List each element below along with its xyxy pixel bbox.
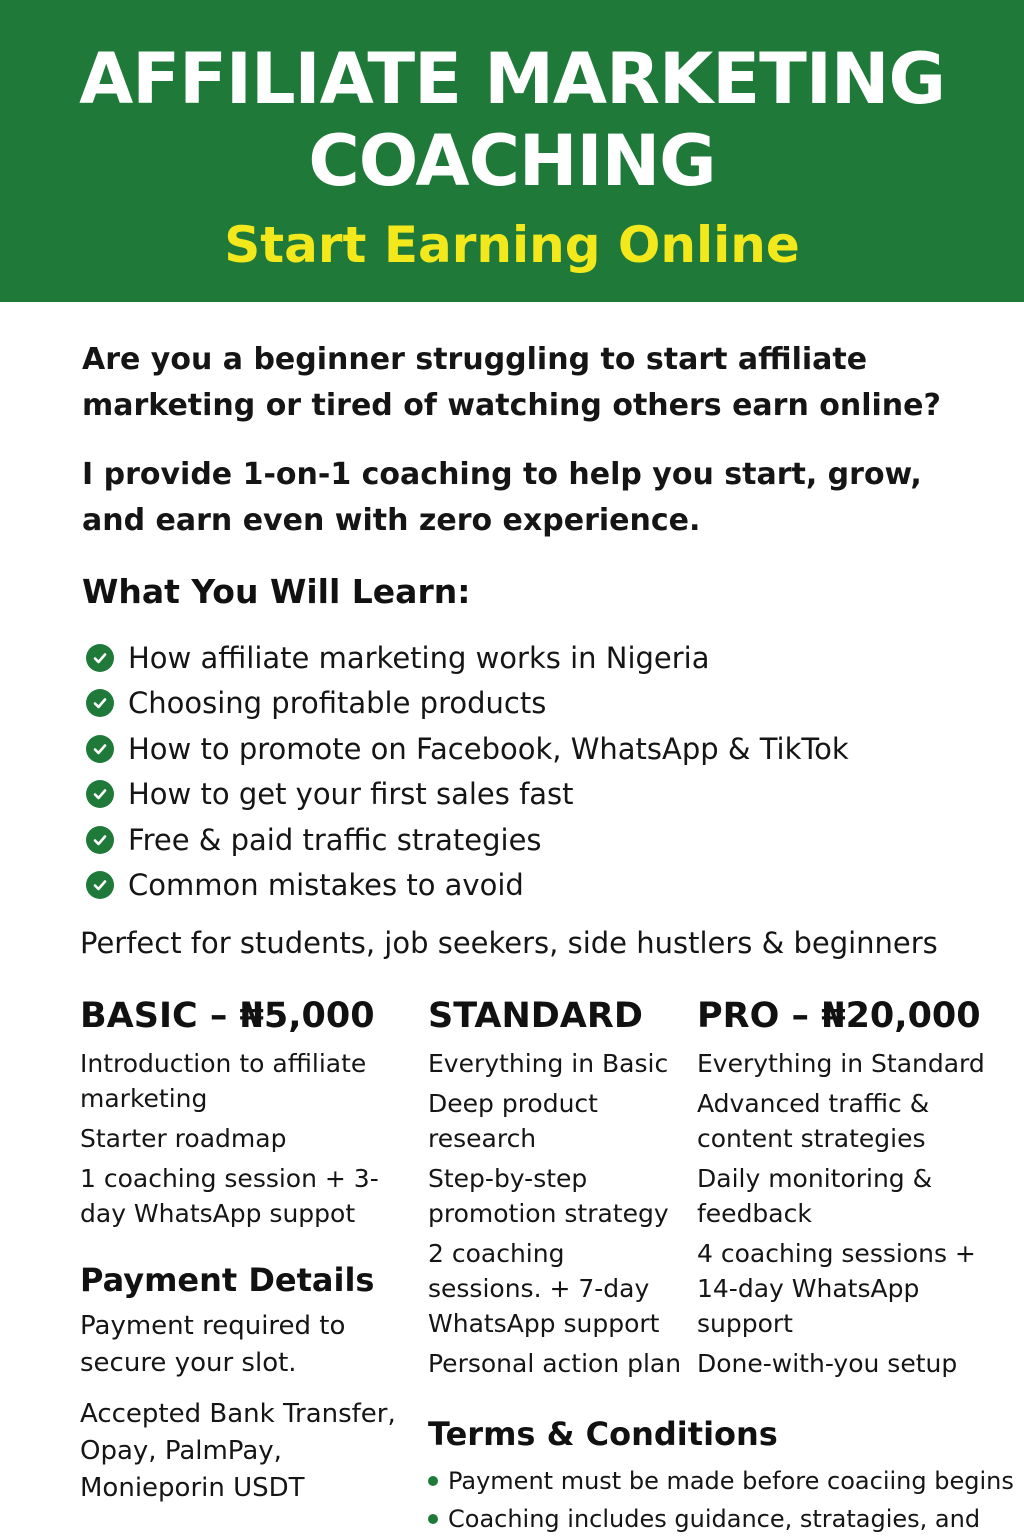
tier-pro-item: Advanced traffic & content strategies <box>697 1089 930 1153</box>
intro-question: Are you a beginner struggling to start affiliate marketing or tired of watching others earn online? <box>82 342 941 423</box>
payment-required: Payment required to secure your slot. <box>80 1311 346 1378</box>
terms-item <box>428 1462 1014 1500</box>
title-line-1: AFFILIATE MARKETING <box>79 38 945 120</box>
tier-pro-item: Daily monitoring & feedback <box>697 1164 933 1228</box>
tier-basic-item: Starter roadmap <box>80 1124 287 1153</box>
bullet-dot-icon <box>428 1514 438 1524</box>
tier-standard-item: Deep product research <box>428 1089 598 1153</box>
payment-heading: Payment Details <box>80 1261 375 1299</box>
payment-details <box>80 1258 410 1521</box>
tier-standard-item: Everything in Basic <box>428 1049 669 1078</box>
terms-heading: Terms & Conditions <box>428 1415 778 1453</box>
header-banner <box>0 0 1024 302</box>
check-circle-icon <box>86 644 114 672</box>
audience-line: Perfect for students, job seekers, side hustlers & beginners <box>80 926 938 960</box>
learn-heading: What You Will Learn: <box>82 572 471 611</box>
learn-item-text: How to get your first sales fast <box>128 777 574 812</box>
payment-methods: Accepted Bank Transfer, Opay, PalmPay, Monieporin USDT <box>80 1399 396 1503</box>
tier-standard-title: STANDARD <box>428 996 643 1036</box>
tier-standard <box>428 992 683 1386</box>
check-circle-icon <box>86 735 114 763</box>
tier-pro-item: Done-with-you setup <box>697 1349 958 1378</box>
tier-standard-item: Personal action plan <box>428 1349 682 1378</box>
page-title <box>0 38 1024 202</box>
learn-item <box>86 863 966 909</box>
tier-standard-item: 2 coaching sessions. + 7-day WhatsApp support <box>428 1239 660 1338</box>
bullet-dot-icon <box>428 1476 438 1486</box>
tier-standard-item: Step-by-step promotion strategy <box>428 1164 669 1228</box>
tier-pro-item: 4 coaching sessions + 14-day WhatsApp support <box>697 1239 976 1338</box>
title-line-2: COACHING <box>308 120 716 202</box>
terms-item-text: Payment must be made before coaciing begins <box>448 1467 1014 1495</box>
check-circle-icon <box>86 871 114 899</box>
learn-item <box>86 635 966 681</box>
tier-basic-title: BASIC – ₦5,000 <box>80 996 375 1036</box>
intro-offer: I provide 1-on-1 coaching to help you start, grow, and earn even with zero experience. <box>82 457 922 538</box>
learn-item-text: Common mistakes to avoid <box>128 868 524 903</box>
learn-item-text: Free & paid traffic strategies <box>128 822 542 857</box>
tier-basic <box>80 992 410 1236</box>
terms-item <box>428 1500 1008 1536</box>
learn-item-text: How affiliate marketing works in Nigeria <box>128 640 710 675</box>
learn-item <box>86 681 966 727</box>
check-circle-icon <box>86 780 114 808</box>
check-circle-icon <box>86 689 114 717</box>
terms-list <box>428 1462 1014 1536</box>
learn-item-text: Choosing profitable products <box>128 686 547 721</box>
learn-list <box>86 635 966 908</box>
tier-pro-title: PRO – ₦20,000 <box>697 996 981 1036</box>
tier-pro <box>697 992 997 1386</box>
learn-item <box>86 726 966 772</box>
terms-section <box>428 1412 1014 1536</box>
learn-item-text: How to promote on Facebook, WhatsApp & TikTok <box>128 731 849 766</box>
page-subtitle: Start Earning Online <box>224 216 800 274</box>
check-circle-icon <box>86 826 114 854</box>
tier-basic-item: Introduction to affiliate marketing <box>80 1049 367 1113</box>
learn-item <box>86 772 966 818</box>
tier-pro-item: Everything in Standard <box>697 1049 985 1078</box>
learn-item <box>86 817 966 863</box>
terms-item-text: Coaching includes guidance, stratagies, and <box>448 1505 981 1533</box>
tier-basic-item: 1 coaching session + 3-day WhatsApp suppot <box>80 1164 379 1228</box>
